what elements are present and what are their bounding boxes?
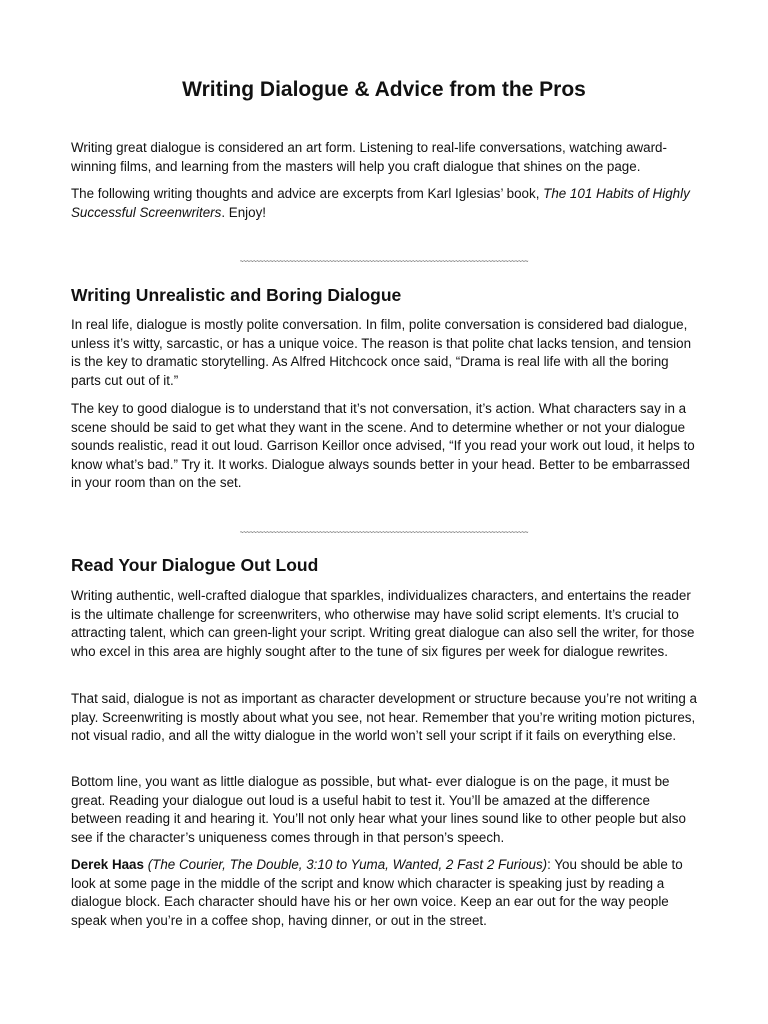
- section2-paragraph-1: Writing authentic, well-crafted dialogue that sparkles, individualizes characters, and entertains the reader is the ultimate challenge for screenwriters, who otherwise may have solid script elements. It’s crucial to attracting talent, which can green-light your script. Writing great dialogue can also sell the writer, for those who excel in this area are highly sought after to the tune of six figures per week for dialogue rewrites.: [71, 588, 695, 659]
- section-heading-unrealistic-dialogue: Writing Unrealistic and Boring Dialogue: [71, 285, 402, 305]
- section1-paragraph-2: The key to good dialogue is to understand that it’s not conversation, it’s action. What characters say in a scene should be said to get what they want in the scene. And to determine whether or not your dialogue sounds realistic, read it out loud. Garrison Keillor once advised, “If you read your work out loud, it helps to know what’s bad.” Try it. It works. Dialogue always sounds better in your head. Better to be embarrassed in your room than on the set.: [71, 401, 695, 491]
- intro-text: The following writing thoughts and advice are excerpts from Karl Iglesias’ book,: [71, 186, 544, 201]
- quote-paragraph: [71, 856, 697, 930]
- section2-paragraph-3: Bottom line, you want as little dialogue as possible, but what- ever dialogue is on the page, it must be great. Reading your dialogue out loud is a useful habit to test it. You’ll be amazed at the difference between reading it and hearing it. You’ll not only hear what your lines sound like to other people but also see if the character’s uniqueness comes through in that person’s speech.: [71, 774, 686, 845]
- book-title: The 101 Habits of Highly Successful Screenwriters: [71, 186, 690, 220]
- section-divider: ~~~~~~~~~~~~~~~~~~~~~~~~~~~~~~~~~~~~~~~~~~~~~~~~~~~~~~~~~~~~~~~~~~~~~~~~~~~~~~~~~~~~~~~: [239, 529, 529, 536]
- intro-paragraph-1: Writing great dialogue is considered an art form. Listening to real-life conversations, watching award-winning films, and learning from the masters will help you craft dialogue that shines on the page.: [71, 140, 667, 174]
- quote-speaker: Derek Haas: [71, 857, 144, 872]
- intro-paragraph-2: [71, 185, 697, 222]
- page-title: Writing Dialogue & Advice from the Pros: [182, 78, 586, 101]
- section1-paragraph-1: In real life, dialogue is mostly polite conversation. In film, polite conversation is considered bad dialogue, unless it’s witty, sarcastic, or has a unique voice. The reason is that polite chat lacks tension, and tension is the key to dramatic storytelling. As Alfred Hitchcock once said, “Drama is real life with all the boring parts cut out of it.”: [71, 317, 692, 388]
- section2-paragraph-2: That said, dialogue is not as important as character development or structure because you’re not writing a play. Screenwriting is mostly about what you see, not hear. Remember that you’re writing motion pictures, not visual radio, and all the witty dialogue in the world won’t sell your script if it fails on everything else.: [71, 691, 697, 744]
- section-divider: ~~~~~~~~~~~~~~~~~~~~~~~~~~~~~~~~~~~~~~~~~~~~~~~~~~~~~~~~~~~~~~~~~~~~~~~~~~~~~~~~~~~~~~~: [239, 258, 529, 265]
- section-heading-read-out-loud: Read Your Dialogue Out Loud: [71, 555, 319, 575]
- intro-text-end: . Enjoy!: [221, 204, 266, 220]
- quote-credits: (The Courier, The Double, 3:10 to Yuma, Wanted, 2 Fast 2 Furious): [147, 857, 548, 872]
- quote-text: : You should be able to look at some page in the middle of the script and know which character is speaking just by reading a dialogue block. Each character should have his or her own voice. Keep an ear out for the way people speak when you’re in a coffee shop, having dinner, or out in the street.: [71, 857, 683, 928]
